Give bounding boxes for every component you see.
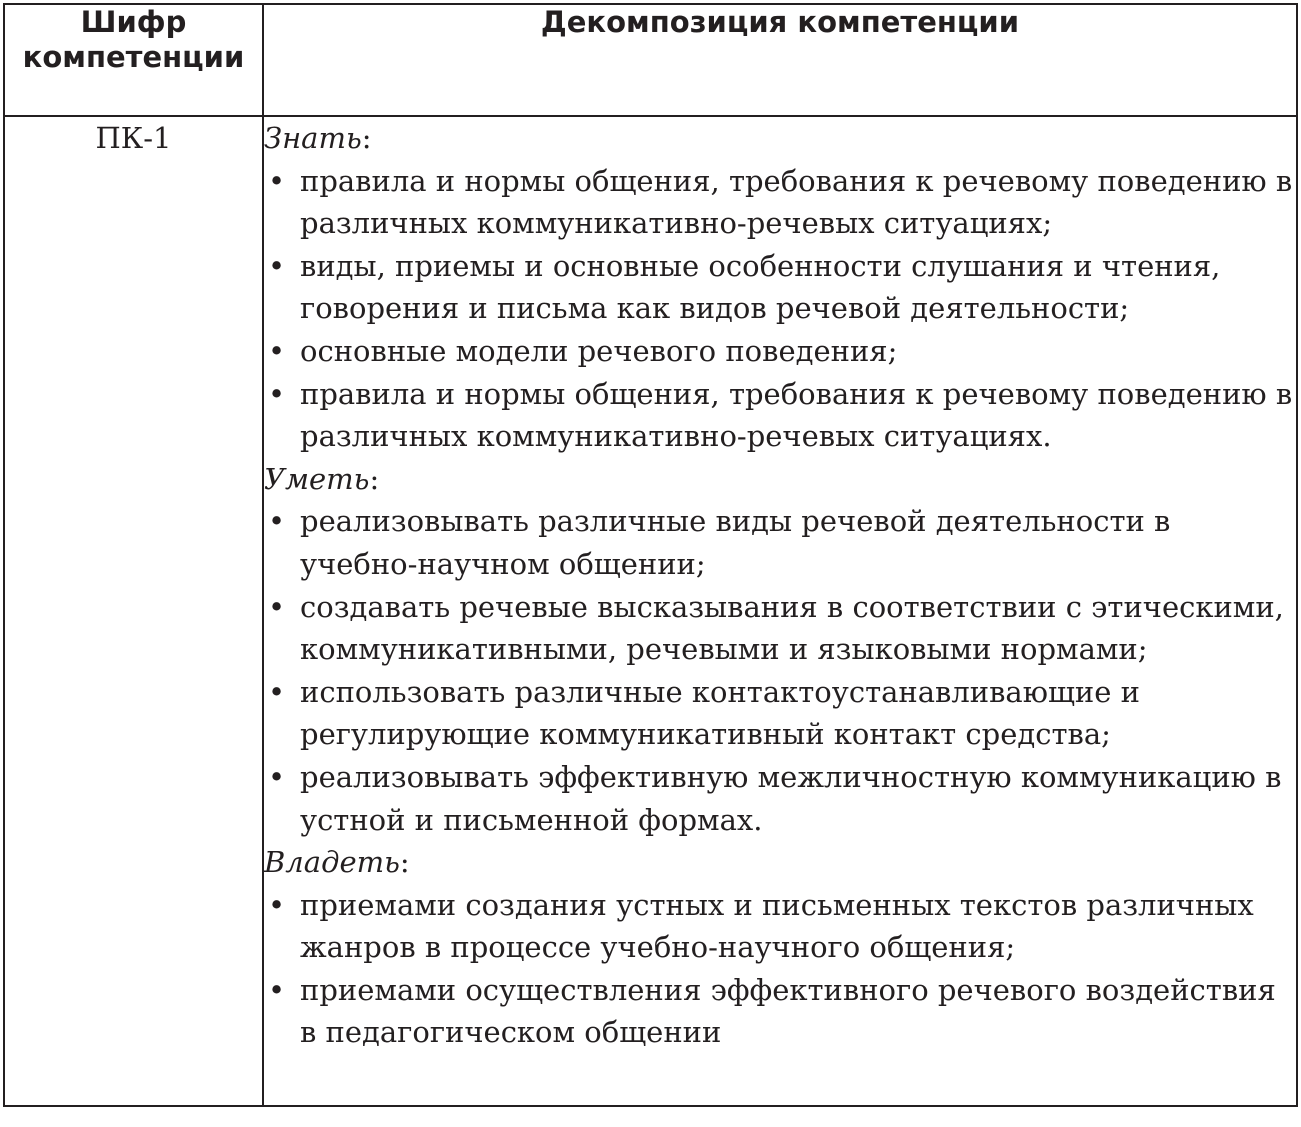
can-list <box>264 500 1296 841</box>
list-item: • реализовывать различные виды речевой деятельности в учебно-научном общении; <box>268 504 1171 581</box>
list-item: • приемами осуществления эффективного речевого воздействия в педагогическом общении <box>268 972 1276 1050</box>
list-item: • использовать различные контактоустанавливающие и регулирующие коммуникативный контакт средства; <box>268 674 1140 752</box>
header-code <box>4 4 263 116</box>
list-item: • создавать речевые высказывания в соответствии с этическими, коммуникативными, речевыми и языковыми нормами; <box>268 589 1284 667</box>
header-row <box>4 4 1297 116</box>
header-decomposition <box>263 4 1297 116</box>
section-title: Владеть <box>264 845 400 880</box>
list-item: • основные модели речевого поведения; <box>268 333 898 368</box>
decomposition-cell <box>263 116 1297 1106</box>
master-list <box>264 884 1296 1054</box>
competence-code-value: ПК-1 <box>95 121 172 155</box>
section-master: Владеть: <box>264 845 410 880</box>
list-item: • приемами создания устных и письменных текстов различных жанров в процессе учебно-научного общения; <box>268 887 1254 965</box>
header-code-label: Шифр компетенции <box>22 5 245 74</box>
section-title: Уметь <box>264 461 370 496</box>
table-row <box>4 116 1297 1106</box>
section-title: Знать <box>264 121 362 155</box>
competence-code <box>4 116 263 1106</box>
know-list <box>264 160 1296 458</box>
list-item: • правила и нормы общения, требования к речевому поведению в различных коммуникативно-речевых ситуациях; <box>268 163 1293 241</box>
section-know: Знать: <box>264 121 372 155</box>
list-item: • виды, приемы и основные особенности слушания и чтения, говорения и письма как видов речевой деятельности; <box>268 248 1221 326</box>
list-item: • правила и нормы общения, требования к речевому поведению в различных коммуникативно-речевых ситуациях. <box>268 376 1293 454</box>
header-decomposition-label: Декомпозиция компетенции <box>540 5 1020 39</box>
list-item: • реализовывать эффективную межличностную коммуникацию в устной и письменной формах. <box>268 759 1282 837</box>
section-can: Уметь: <box>264 461 380 496</box>
competence-table <box>3 3 1298 1107</box>
